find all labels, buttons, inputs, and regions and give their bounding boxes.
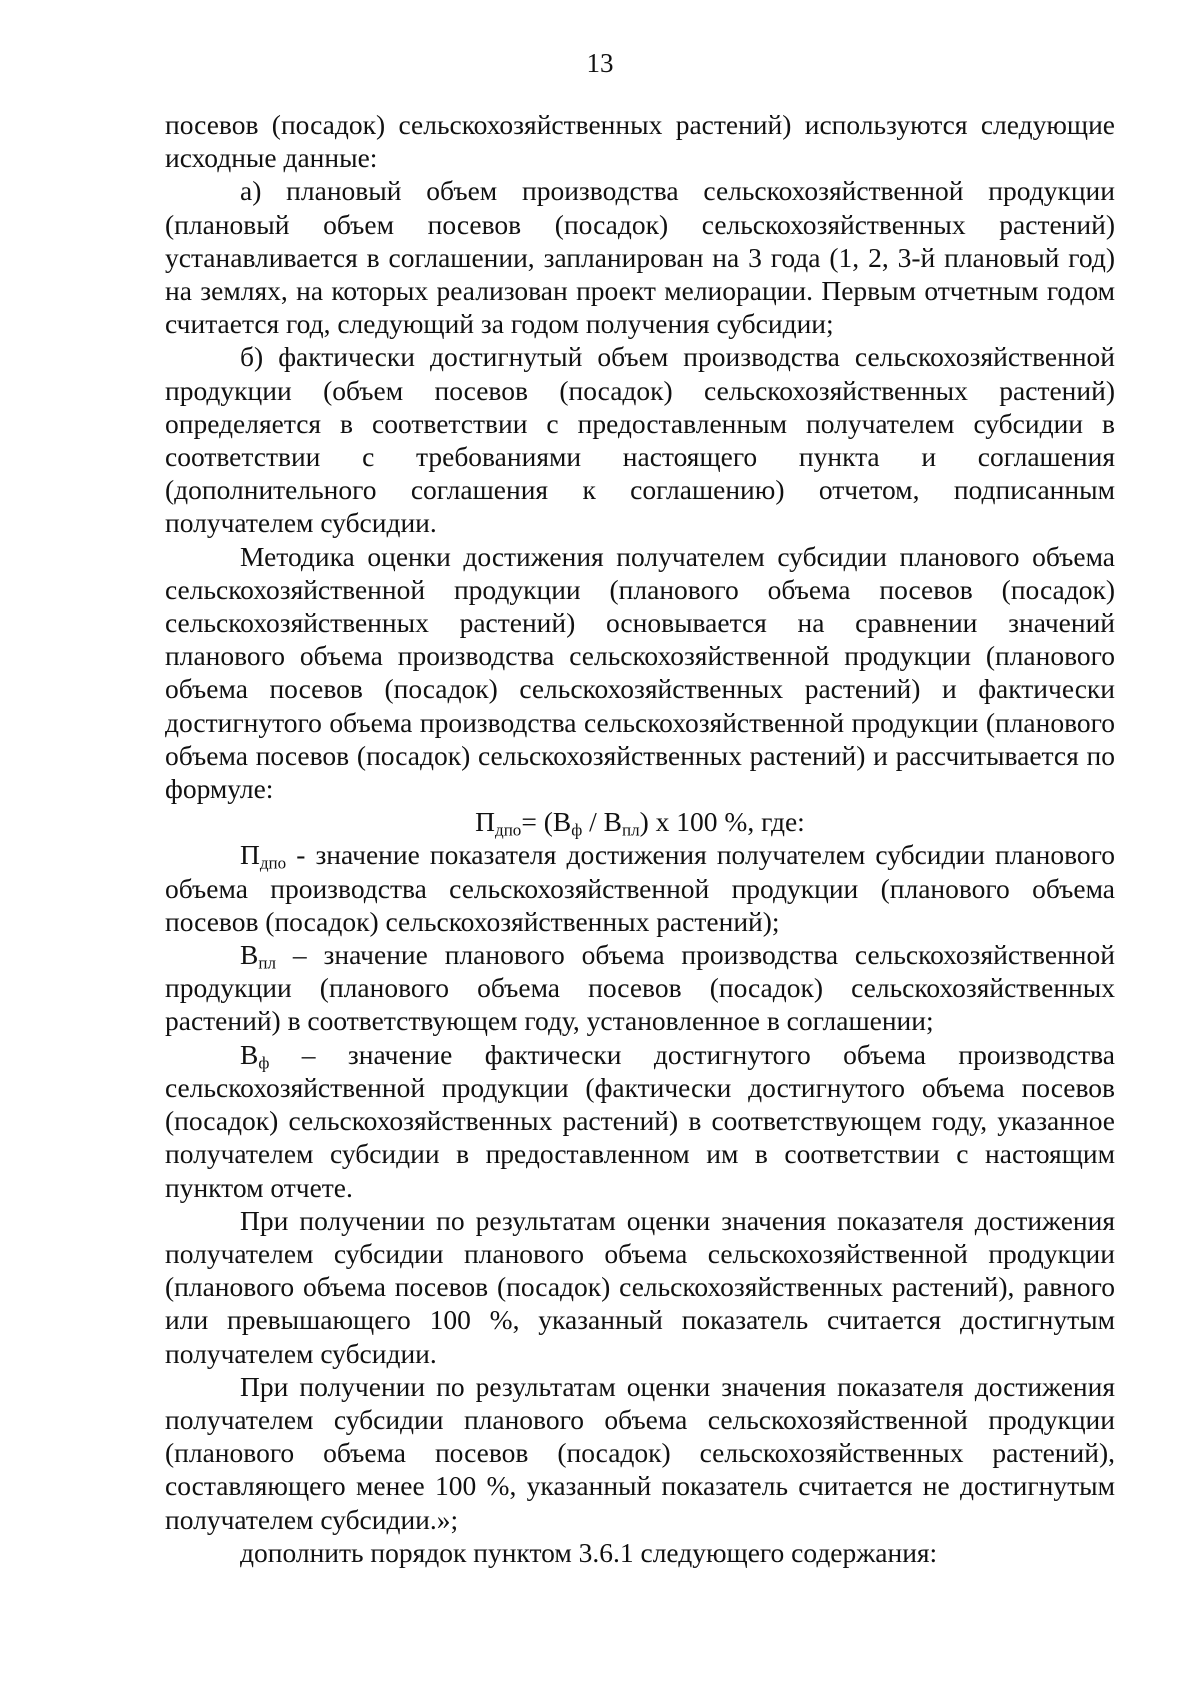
- page-number: 13: [586, 48, 614, 78]
- formula-p-subscript: дпо: [495, 820, 522, 840]
- definition-p-dpo-text: - значение показателя достижения получателем субсидии планового объема производства сельскохозяйственной продукции (планового объема посевов (посадок) сельскохозяйственных растений);: [165, 839, 1115, 937]
- definition-v-pl: [165, 938, 1115, 1038]
- formula-eq-open: = (В: [521, 806, 572, 838]
- paragraph-achieved: При получении по результатам оценки значения показателя достижения получателем субсидии планового объема сельскохозяйственной продукции (планового объема посевов (посадок) сельскохозяйственных растений), равного или превышающего 100 %, указанный показатель считается достигнутым получателем субсидии.: [165, 1204, 1115, 1369]
- formula-pl-subscript: пл: [622, 820, 640, 840]
- formula-f-subscript: ф: [571, 820, 583, 840]
- symbol-v-letter: В: [240, 939, 259, 971]
- definition-v-f: [165, 1038, 1115, 1204]
- symbol-pl-subscript: пл: [258, 953, 276, 973]
- symbol-v-letter: В: [240, 1038, 259, 1070]
- formula-p-letter: П: [475, 806, 496, 838]
- paragraph-continuation: посевов (посадок) сельскохозяйственных растений) используются следующие исходные данные:: [165, 109, 1115, 174]
- paragraph-item-a: а) плановый объем производства сельскохозяйственной продукции (плановый объем посевов (посадок) сельскохозяйственных растений) устанавливается в соглашении, запланирован на 3 года (1, 2, 3-й плановый год) на землях, на которых реализован проект мелиорации. Первым отчетным годом считается год, следующий за годом получения субсидии;: [165, 175, 1115, 340]
- symbol-f-subscript: ф: [258, 1052, 270, 1072]
- document-body: [165, 108, 1115, 1569]
- paragraph-not-achieved: При получении по результатам оценки значения показателя достижения получателем субсидии планового объема сельскохозяйственной продукции (планового объема посевов (посадок) сельскохозяйственных растений), составляющего менее 100 %, указанный показатель считается не достигнутым получателем субсидии.»;: [165, 1370, 1115, 1535]
- paragraph-item-b: б) фактически достигнутый объем производства сельскохозяйственной продукции (объем посевов (посадок) сельскохозяйственных растений) определяется в соответствии с предоставленным получателем субсидии в соответствии с требованиями настоящего пункта и соглашения (дополнительного соглашения к соглашению) отчетом, подписанным получателем субсидии.: [165, 341, 1115, 539]
- formula-tail: ) х 100 %, где:: [639, 806, 805, 838]
- formula-slash: / В: [582, 806, 622, 838]
- symbol-p-subscript: дпо: [259, 853, 287, 873]
- definition-v-pl-text: – значение планового объема производства сельскохозяйственной продукции (планового объема посевов (посадок) сельскохозяйственных растений) в соответствующем году, установленное в соглашении;: [165, 939, 1115, 1037]
- definition-p-dpo: [165, 838, 1115, 938]
- paragraph-methodology: Методика оценки достижения получателем субсидии планового объема сельскохозяйственной продукции (планового объема посевов (посадок) сельскохозяйственных растений) основывается на сравнении значений планового объема производства сельскохозяйственной продукции (планового объема посевов (посадок) сельскохозяйственных растений) и фактически достигнутого объема производства сельскохозяйственной продукции (планового объема посевов (посадок) сельскохозяйственных растений) и рассчитывается по формуле:: [165, 540, 1115, 805]
- formula: [165, 805, 1115, 838]
- symbol-p-letter: П: [240, 839, 260, 871]
- paragraph-supplement: дополнить порядок пунктом 3.6.1 следующего содержания:: [240, 1536, 938, 1568]
- definition-v-f-text: – значение фактически достигнутого объема производства сельскохозяйственной продукции (фактически достигнутого объема посевов (посадок) сельскохозяйственных растений) в соответствующем году, указанное получателем субсидии в предоставленном им в соответствии с настоящим пунктом отчете.: [165, 1038, 1115, 1203]
